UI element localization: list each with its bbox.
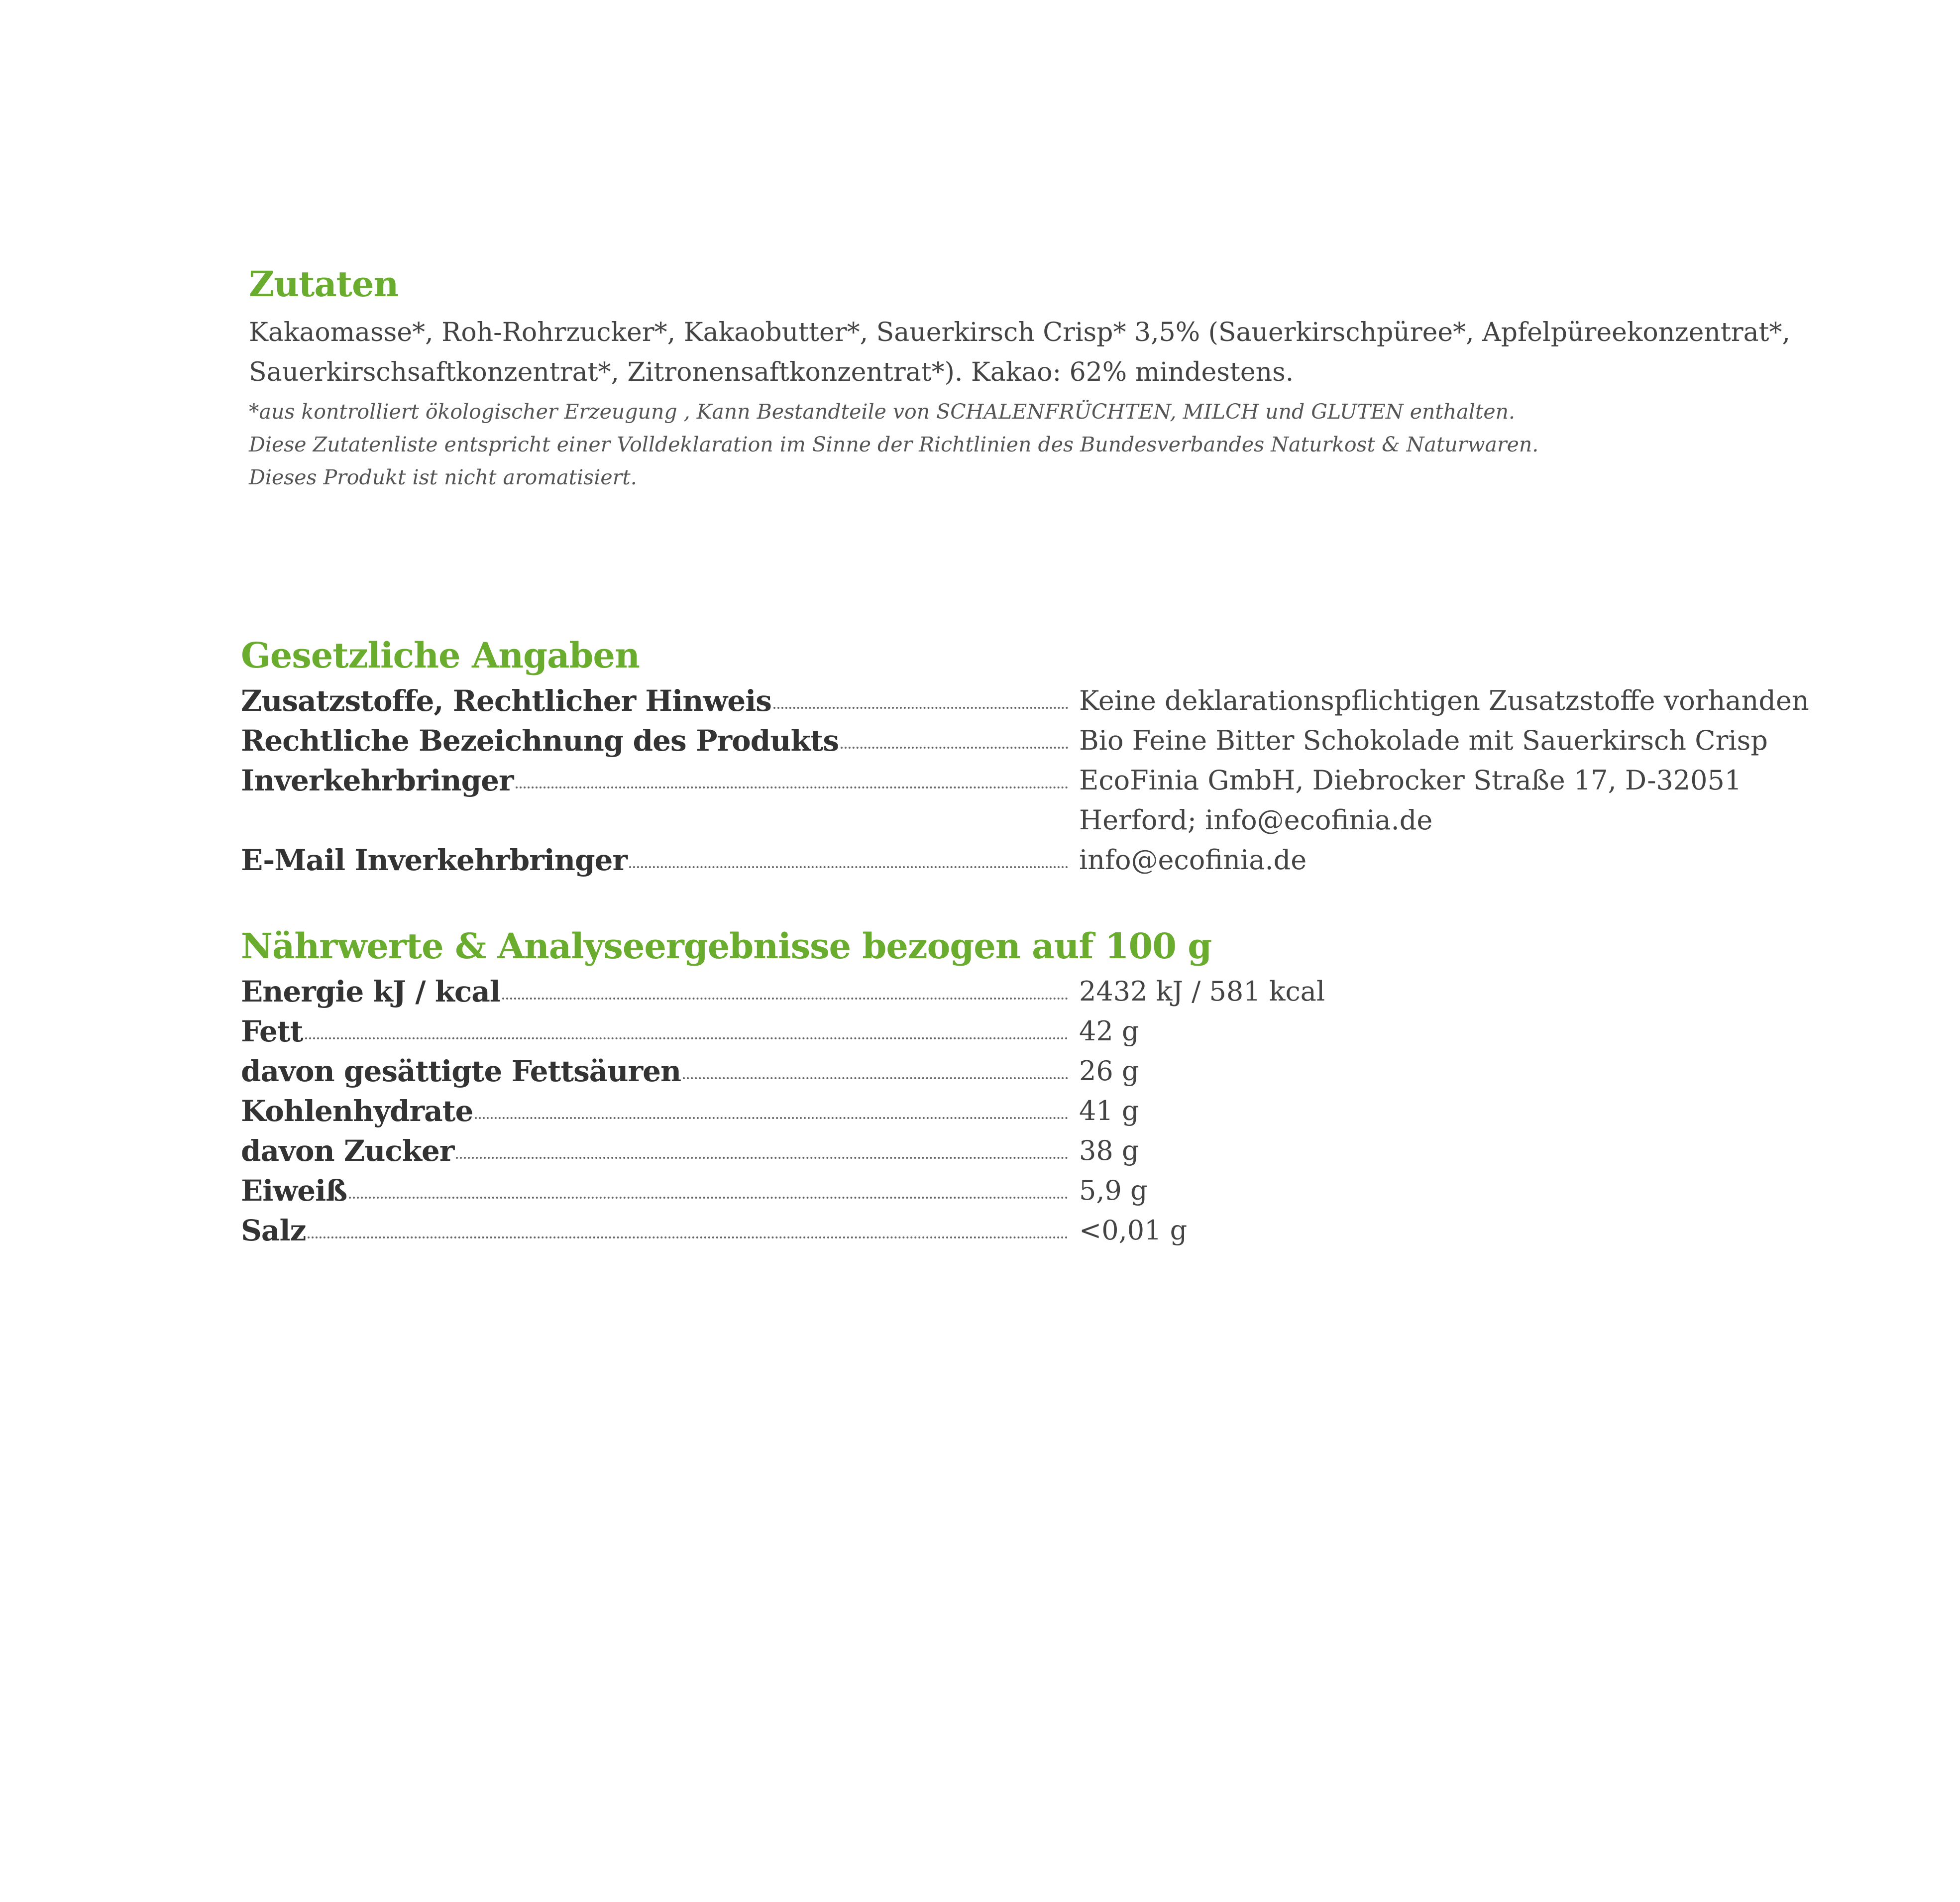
row-value: Keine deklarationspflichtigen Zusatzstoffe vorhanden — [1079, 685, 1809, 716]
legal-row-distributor — [241, 761, 1863, 840]
row-label-cell — [241, 972, 1068, 1011]
dotted-leader — [475, 1117, 1068, 1119]
row-value: EcoFinia GmbH, Diebrocker Straße 17, D-32051 Herford; info@ecofinia.de — [1079, 765, 1742, 836]
row-value: 42 g — [1079, 1015, 1139, 1047]
row-label-cell — [241, 840, 1068, 880]
row-label-cell — [241, 1091, 1068, 1131]
nutrition-section — [241, 925, 1863, 1250]
row-label-cell — [241, 721, 1068, 761]
organic-allergen-note: *aus kontrolliert ökologischer Erzeugung , Kann Bestandteile von SCHALENFRÜCHTEN, MILCH und GLUTEN enthalten. — [249, 400, 1516, 424]
row-value: info@ecofinia.de — [1079, 844, 1307, 876]
nutrition-row-fat — [241, 1011, 1863, 1051]
row-label: Kohlenhydrate — [241, 1094, 473, 1128]
nutrition-row-sugar — [241, 1131, 1863, 1171]
row-label-cell — [241, 681, 1068, 721]
legal-row-product-name — [241, 721, 1863, 761]
row-value: 41 g — [1079, 1095, 1139, 1126]
dotted-leader — [683, 1077, 1068, 1079]
row-value: 38 g — [1079, 1135, 1139, 1166]
row-label: Energie kJ / kcal — [241, 975, 500, 1008]
row-label: Salz — [241, 1214, 306, 1247]
nutrition-row-saturated-fat — [241, 1051, 1863, 1091]
legal-info-section — [241, 635, 1863, 880]
ingredients-line: Sauerkirschsaftkonzentrat*, Zitronensaftkonzentrat*). Kakao: 62% mindestens. — [249, 357, 1294, 387]
dotted-leader — [456, 1157, 1068, 1159]
ingredients-heading: Zutaten — [249, 263, 399, 305]
dotted-leader — [629, 866, 1068, 868]
row-value: Bio Feine Bitter Schokolade mit Sauerkirsch Crisp — [1079, 725, 1768, 756]
row-label: Eiweiß — [241, 1174, 347, 1208]
dotted-leader — [516, 786, 1068, 788]
dotted-leader — [308, 1236, 1068, 1238]
row-label: Zusatzstoffe, Rechtlicher Hinweis — [241, 684, 771, 718]
ingredients-line: Kakaomasse*, Roh-Rohrzucker*, Kakaobutter*, Sauerkirsch Crisp* 3,5% (Sauerkirschpüree*, Apfelpüreekonzentrat*, — [249, 318, 1791, 347]
nutrition-heading: Nährwerte & Analyseergebnisse bezogen auf 100 g — [241, 925, 1212, 967]
legal-row-email — [241, 840, 1863, 880]
row-label: davon gesättigte Fettsäuren — [241, 1054, 681, 1088]
row-label: E-Mail Inverkehrbringer — [241, 843, 628, 877]
row-label: Rechtliche Bezeichnung des Produkts — [241, 724, 839, 758]
row-value: 26 g — [1079, 1055, 1139, 1087]
row-label-cell — [241, 1131, 1068, 1171]
ingredients-section — [249, 263, 1817, 494]
legal-info-heading: Gesetzliche Angaben — [241, 635, 640, 676]
row-label: Fett — [241, 1014, 303, 1048]
row-value: 2432 kJ / 581 kcal — [1079, 976, 1325, 1007]
nutrition-row-protein — [241, 1171, 1863, 1211]
legal-row-additives — [241, 681, 1863, 721]
row-label-cell — [241, 761, 1068, 800]
nutrition-row-salt — [241, 1211, 1863, 1250]
full-declaration-note: Diese Zutatenliste entspricht einer Volldeklaration im Sinne der Richtlinien des Bundesverbandes Naturkost & Naturwaren. — [249, 433, 1539, 456]
row-label-cell — [241, 1171, 1068, 1211]
dotted-leader — [841, 747, 1068, 749]
row-value: 5,9 g — [1079, 1175, 1148, 1206]
dotted-leader — [502, 998, 1068, 1000]
ingredients-notes — [249, 395, 1817, 494]
nutrition-row-carbohydrates — [241, 1091, 1863, 1131]
legal-info-list — [241, 681, 1863, 880]
nutrition-list — [241, 972, 1863, 1250]
no-flavoring-note: Dieses Produkt ist nicht aromatisiert. — [249, 465, 637, 489]
row-value: <0,01 g — [1079, 1215, 1188, 1246]
ingredients-text — [249, 313, 1817, 392]
row-label: Inverkehrbringer — [241, 764, 514, 797]
nutrition-row-energy — [241, 972, 1863, 1011]
row-label-cell — [241, 1011, 1068, 1051]
dotted-leader — [773, 707, 1068, 709]
row-label: davon Zucker — [241, 1134, 454, 1168]
row-label-cell — [241, 1051, 1068, 1091]
dotted-leader — [305, 1037, 1069, 1039]
row-label-cell — [241, 1211, 1068, 1250]
dotted-leader — [349, 1197, 1068, 1199]
